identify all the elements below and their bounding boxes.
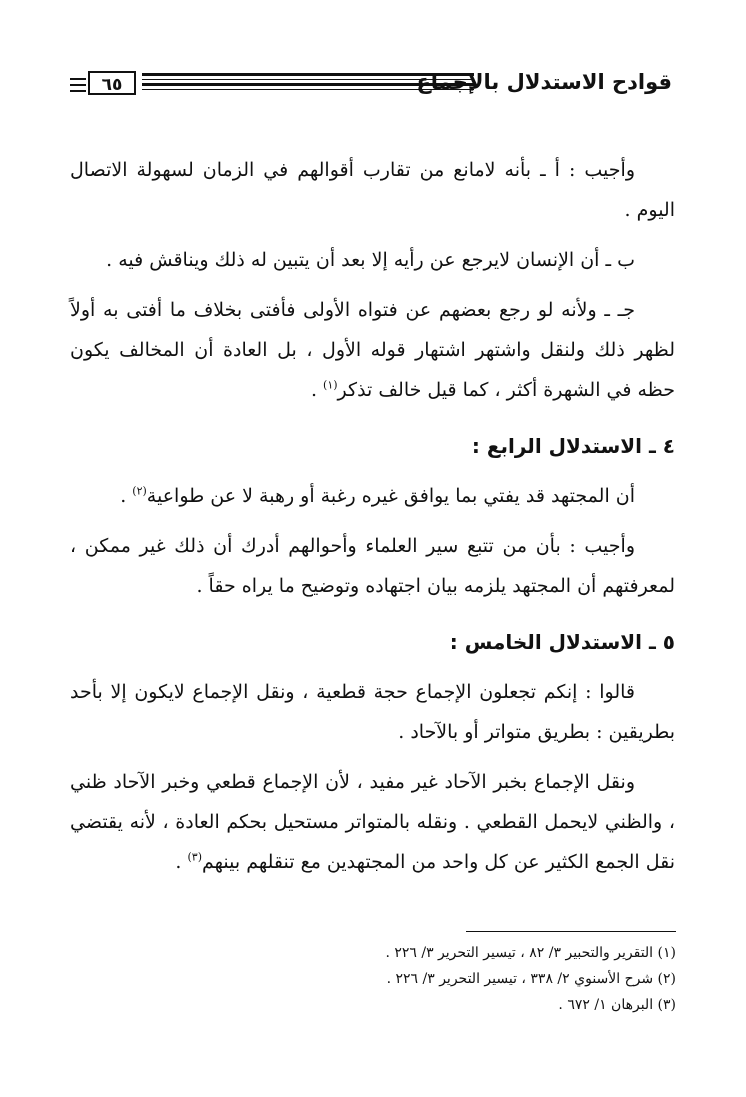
page-number: ٦٥ [88,71,136,95]
header-ornament [70,78,86,80]
running-header [70,62,672,102]
footnote-3: (٣) البرهان ١/ ٦٧٢ . [558,997,676,1013]
paragraph-argument-4 [70,476,675,516]
footnote-separator [466,931,676,932]
section-heading-5: ٥ ـ الاستدلال الخامس : [449,630,675,654]
footnote-ref-2[interactable]: (٢) [132,484,147,498]
header-rule-lower [142,83,474,90]
paragraph-answer-a: وأجيب : أ ـ بأنه لامانع من تقارب أقوالهم في الزمان لسهولة الاتصال اليوم . [70,159,675,221]
paragraph-argument-5: قالوا : إنكم تجعلون الإجماع حجة قطعية ، ونقل الإجماع لايكون إلا بأحد بطريقين : بطريق متواتر أو بالآحاد . [70,681,675,743]
header-ornament [70,84,86,86]
paragraph-text: أن المجتهد قد يفتي بما يوافق غيره رغبة أو رهبة لا عن طواعية [146,485,635,507]
footnotes [76,940,676,1018]
paragraph-answer-4: وأجيب : بأن من تتبع سير العلماء وأحوالهم أدرك أن ذلك غير ممكن ، لمعرفتهم أن المجتهد يلزمه بيان اجتهاده وتوضيح ما يراه حقاً . [70,535,675,597]
paragraph-end: . [175,851,188,873]
paragraph-answer-b: ب ـ أن الإنسان لايرجع عن رأيه إلا بعد أن يتبين له ذلك ويناقش فيه . [106,249,635,271]
header-rule-upper [142,73,474,80]
footnote-ref-3[interactable]: (٣) [187,850,203,864]
paragraph-end: . [310,379,324,401]
body-text [70,150,675,882]
paragraph-explanation-5 [70,762,675,882]
paragraph-end: . [120,485,133,507]
header-ornament [70,90,86,92]
header-title: قوادح الاستدلال بالإجماع [416,70,672,94]
paragraph-text: ونقل الإجماع بخبر الآحاد غير مفيد ، لأن الإجماع قطعي وخبر الآحاد ظني ، والظني لايحمل القطعي . ونقله بالمتواتر مستحيل بحكم العادة ، لأنه يقتضي نقل الجمع الكثير عن كل واحد من المجتهدين مع تنقلهم بينهم [70,771,675,873]
section-heading-4: ٤ ـ الاستدلال الرابع : [471,434,675,458]
footnote-2: (٢) شرح الأسنوي ٢/ ٣٣٨ ، تيسير التحرير ٣/ ٢٢٦ . [386,971,676,987]
paragraph-text: جـ ـ ولأنه لو رجع بعضهم عن فتواه الأولى فأفتى بخلاف ما أفتى به أولاً لظهر ذلك ولنقل واشتهر اشتهار قوله الأول ، بل العادة أن المخالف يكون حظه في الشهرة أكثر ، كما قيل خالف تذكر [70,299,675,401]
paragraph-answer-c [70,290,675,410]
footnote-ref-1[interactable]: (١) [323,378,338,392]
footnote-1: (١) التقرير والتحبير ٣/ ٨٢ ، تيسير التحرير ٣/ ٢٢٦ . [385,945,676,961]
